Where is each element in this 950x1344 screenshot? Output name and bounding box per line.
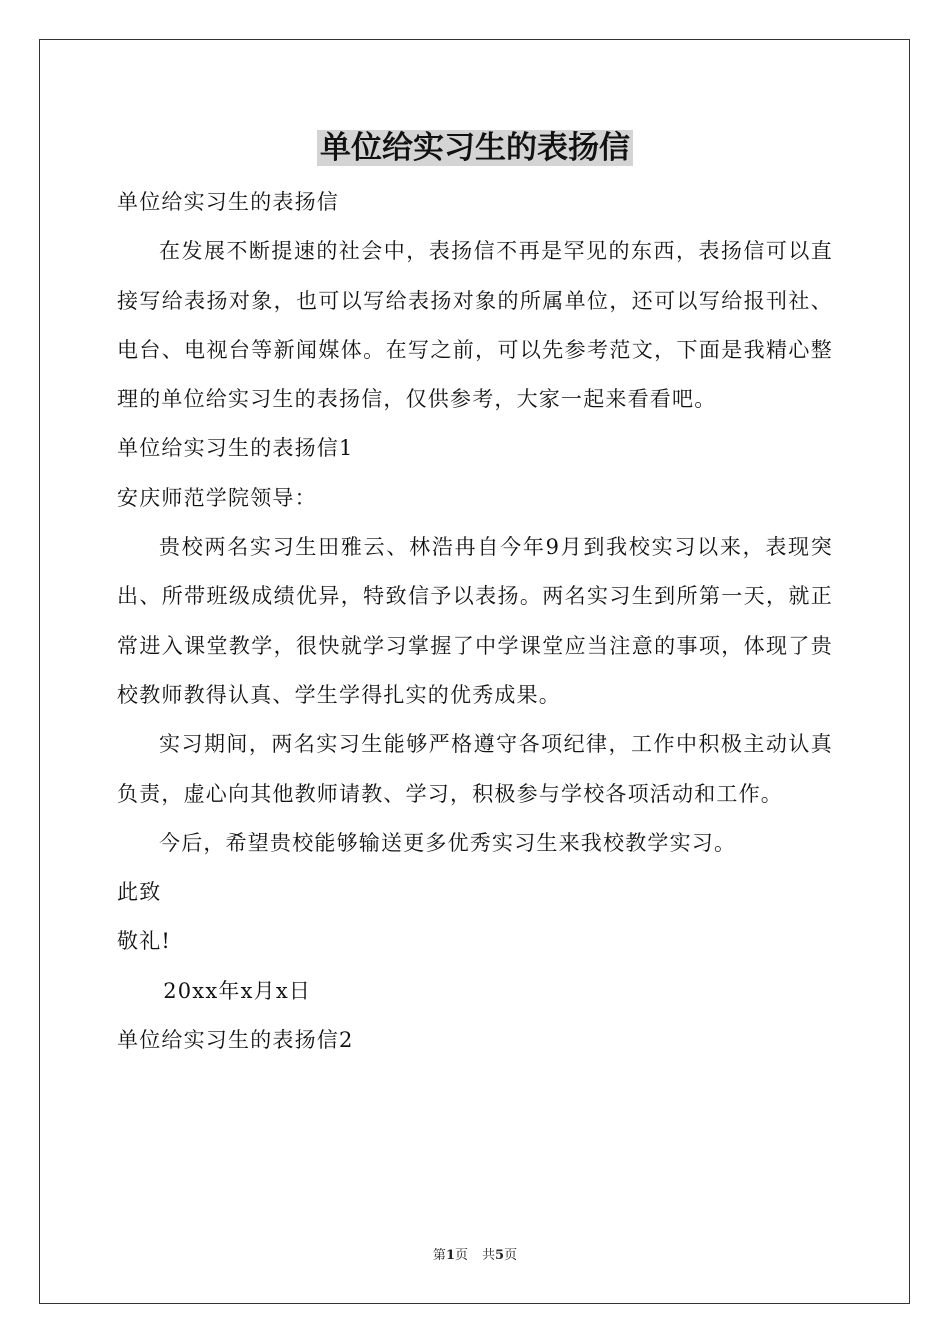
paragraph-intro: 在发展不断提速的社会中，表扬信不再是罕见的东西，表扬信可以直接写给表扬对象，也可以写给表扬对象的所属单位，还可以写给报刊社、电台、电视台等新闻媒体。在写之前，可以先参考范文，下面是我精心整理的单位给实习生的表扬信，仅供参考，大家一起来看看吧。: [117, 239, 833, 412]
footer-page-number: 1: [445, 1248, 455, 1263]
page-footer: [0, 1246, 950, 1266]
document-body: [117, 178, 833, 1065]
paragraph-date: 20xx年x月x日: [163, 978, 312, 1003]
footer-page-prefix: 第: [432, 1248, 446, 1263]
paragraph-closing-1: 此致: [117, 880, 162, 905]
footer-total-prefix: 共: [482, 1248, 496, 1263]
paragraph-closing-2: 敬礼!: [117, 929, 172, 954]
footer-page-suffix: 页: [454, 1248, 468, 1263]
section-heading-2: 单位给实习生的表扬信2: [117, 1028, 354, 1053]
paragraph-body-3: 今后，希望贵校能够输送更多优秀实习生来我校教学实习。: [159, 830, 737, 855]
footer-total-suffix: 页: [504, 1248, 518, 1263]
footer-total-pages: 5: [495, 1248, 505, 1263]
document-title: [0, 126, 950, 170]
paragraph-subtitle: 单位给实习生的表扬信: [117, 190, 339, 214]
paragraph-body-1: 贵校两名实习生田雅云、林浩冉自今年9月到我校实习以来，表现突出、所带班级成绩优异，特致信予以表扬。两名实习生到所第一天，就正常进入课堂教学，很快就学习掌握了中学课堂应当注意的事项，体现了贵校教师教得认真、学生学得扎实的优秀成果。: [117, 535, 833, 707]
document-title-text: 单位给实习生的表扬信: [317, 130, 633, 166]
section-heading-1: 单位给实习生的表扬信1: [117, 436, 354, 461]
paragraph-salutation: 安庆师范学院领导：: [117, 485, 317, 510]
paragraph-body-2: 实习期间，两名实习生能够严格遵守各项纪律，工作中积极主动认真负责，虚心向其他教师请教、学习，积极参与学校各项活动和工作。: [117, 732, 833, 806]
